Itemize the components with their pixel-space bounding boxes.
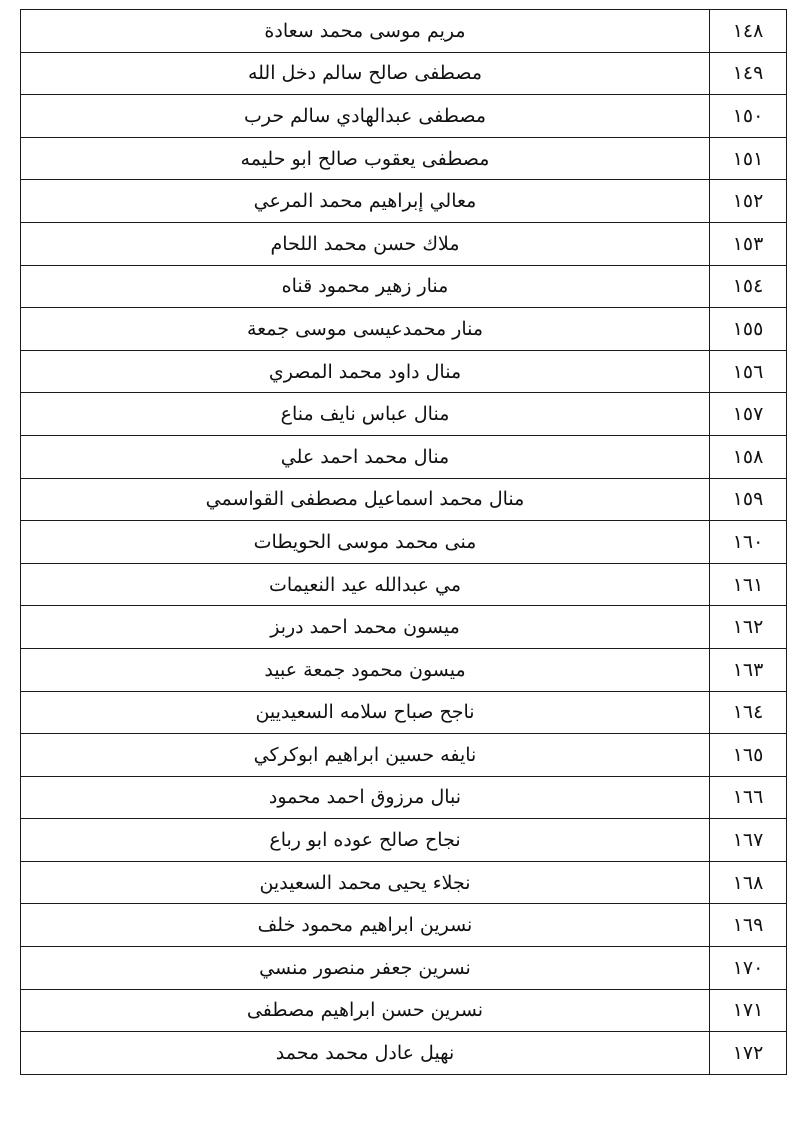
full-name-cell: منار زهير محمود قناه [21,265,710,308]
row-number-cell: ١٥٨ [710,435,787,478]
names-table [20,9,787,1075]
full-name-cell: معالي إبراهيم محمد المرعي [21,180,710,223]
row-number-cell: ١٤٩ [710,52,787,95]
full-name-cell: نجلاء يحيى محمد السعيدين [21,861,710,904]
row-number-cell: ١٥١ [710,137,787,180]
row-number-cell: ١٥٠ [710,95,787,138]
full-name-cell: منال داود محمد المصري [21,350,710,393]
table-row [21,776,787,819]
table-row [21,947,787,990]
full-name-cell: ميسون محمد احمد دربز [21,606,710,649]
row-number-cell: ١٧٢ [710,1032,787,1075]
full-name-cell: مصطفى صالح سالم دخل الله [21,52,710,95]
row-number-cell: ١٦٥ [710,734,787,777]
table-row [21,308,787,351]
row-number-cell: ١٥٣ [710,222,787,265]
table-row [21,10,787,53]
table-row [21,861,787,904]
row-number-cell: ١٦٤ [710,691,787,734]
table-row [21,222,787,265]
table-row [21,95,787,138]
table-row [21,137,787,180]
row-number-cell: ١٦٣ [710,648,787,691]
full-name-cell: نسرين حسن ابراهيم مصطفى [21,989,710,1032]
full-name-cell: منال محمد احمد علي [21,435,710,478]
table-row [21,904,787,947]
full-name-cell: نايفه حسين ابراهيم ابوكركي [21,734,710,777]
full-name-cell: مصطفى عبدالهادي سالم حرب [21,95,710,138]
row-number-cell: ١٦١ [710,563,787,606]
full-name-cell: مصطفى يعقوب صالح ابو حليمه [21,137,710,180]
table-row [21,435,787,478]
table-row [21,563,787,606]
full-name-cell: مي عبدالله عيد النعيمات [21,563,710,606]
row-number-cell: ١٦٠ [710,521,787,564]
table-row [21,265,787,308]
table-row [21,52,787,95]
table-row [21,350,787,393]
full-name-cell: منى محمد موسى الحويطات [21,521,710,564]
full-name-cell: ملاك حسن محمد اللحام [21,222,710,265]
table-row [21,648,787,691]
full-name-cell: ميسون محمود جمعة عبيد [21,648,710,691]
table-row [21,478,787,521]
row-number-cell: ١٥٥ [710,308,787,351]
full-name-cell: نبال مرزوق احمد محمود [21,776,710,819]
full-name-cell: منال محمد اسماعيل مصطفى القواسمي [21,478,710,521]
row-number-cell: ١٥٦ [710,350,787,393]
full-name-cell: منال عباس نايف مناع [21,393,710,436]
names-table-body [21,10,787,1075]
row-number-cell: ١٦٨ [710,861,787,904]
row-number-cell: ١٤٨ [710,10,787,53]
row-number-cell: ١٧١ [710,989,787,1032]
row-number-cell: ١٥٤ [710,265,787,308]
table-row [21,734,787,777]
row-number-cell: ١٥٩ [710,478,787,521]
table-row [21,691,787,734]
full-name-cell: نسرين ابراهيم محمود خلف [21,904,710,947]
full-name-cell: نسرين جعفر منصور منسي [21,947,710,990]
table-row [21,819,787,862]
table-row [21,521,787,564]
table-row [21,180,787,223]
row-number-cell: ١٦٧ [710,819,787,862]
full-name-cell: منار محمدعيسى موسى جمعة [21,308,710,351]
row-number-cell: ١٧٠ [710,947,787,990]
table-row [21,989,787,1032]
row-number-cell: ١٥٢ [710,180,787,223]
table-row [21,393,787,436]
full-name-cell: مريم موسى محمد سعادة [21,10,710,53]
table-row [21,1032,787,1075]
row-number-cell: ١٦٦ [710,776,787,819]
row-number-cell: ١٥٧ [710,393,787,436]
row-number-cell: ١٦٩ [710,904,787,947]
table-row [21,606,787,649]
full-name-cell: نهيل عادل محمد محمد [21,1032,710,1075]
full-name-cell: نجاح صالح عوده ابو رباع [21,819,710,862]
full-name-cell: ناجح صباح سلامه السعيديين [21,691,710,734]
row-number-cell: ١٦٢ [710,606,787,649]
